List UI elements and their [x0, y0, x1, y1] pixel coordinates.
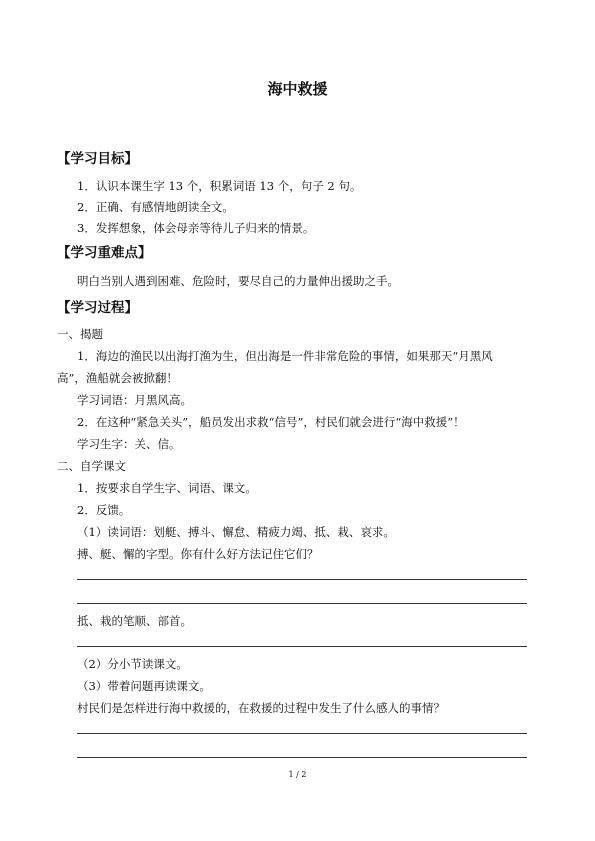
part1-words: 学习词语：月黑风高。 [77, 393, 192, 407]
page-number: 1 / 2 [288, 770, 307, 779]
section-heading-key-points: 【学习重难点】 [57, 245, 152, 261]
goal-item-1: 1．认识本课生字 13 个，积累词语 13 个，句子 2 句。 [77, 179, 362, 193]
part2-item1: 1．按要求自学生字、词语、课文。 [77, 481, 257, 495]
answer-line [77, 757, 527, 758]
answer-line [77, 603, 527, 604]
part2-sub3: （3）带着问题再读课文。 [77, 679, 211, 693]
part1-chars: 学习生字：关、信。 [77, 437, 181, 451]
part1-item1-line1: 1．海边的渔民以出海打渔为生，但出海是一件非常危险的事情，如果那天“月黑风 [77, 349, 493, 363]
answer-line [77, 646, 527, 647]
section-heading-goals: 【学习目标】 [57, 151, 138, 167]
part1-item2: 2．在这种“紧急关头”，船员发出求救“信号”，村民们就会进行“海中救援”！ [77, 415, 465, 429]
part2-sub1: （1）读词语：划艇、搏斗、懈怠、精疲力竭、抵、栽、哀求。 [77, 525, 395, 539]
part2-label: 二、自学课文 [57, 459, 126, 473]
part2-question2: 抵、栽的笔顺、部首。 [77, 614, 192, 628]
part2-question1: 搏、艇、懈的字型。你有什么好方法记住它们？ [77, 547, 319, 561]
part1-label: 一、揭题 [57, 327, 103, 341]
key-points-text: 明白当别人遇到困难、危险时，要尽自己的力量伸出援助之手。 [77, 274, 399, 288]
answer-line [77, 579, 527, 580]
part2-item2: 2．反馈。 [77, 503, 131, 517]
goal-item-2: 2．正确、有感情地朗读全文。 [77, 200, 234, 214]
part2-sub2: （2）分小节读课文。 [77, 657, 188, 671]
section-heading-process: 【学习过程】 [57, 300, 138, 316]
part1-item1-line2: 高”，渔船就会被掀翻！ [57, 371, 178, 385]
goal-item-3: 3．发挥想象，体会母亲等待儿子归来的情景。 [77, 221, 315, 235]
answer-line [77, 733, 527, 734]
part2-question3: 村民们是怎样进行海中救援的，在救援的过程中发生了什么感人的事情？ [77, 701, 445, 715]
page-title: 海中救援 [267, 80, 328, 98]
